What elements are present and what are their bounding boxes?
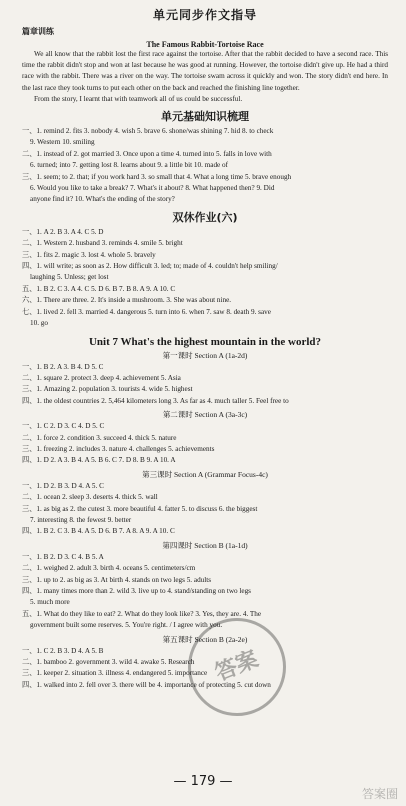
- answer-line: 四、1. walked into 2. fell over 3. there will be 4. importance of protecting 5. cut down: [22, 680, 271, 689]
- answer-line: 二、1. Western 2. husband 3. reminds 4. smile 5. bright: [22, 239, 183, 248]
- answer-line: government built some reserves. 5. You're right. / I agree with you.: [30, 621, 223, 630]
- answer-line: 三、1. freezing 2. includes 3. nature 4. challenges 5. achievements: [22, 444, 215, 453]
- answer-line: 五、1. What do they like to eat? 2. What do they look like? 3. Yes, they are. 4. The: [22, 609, 262, 618]
- stamp-text: 答案: [211, 646, 262, 687]
- lesson-title: 第一课时 Section A (1a-2d): [162, 350, 248, 360]
- weekend-answers: [22, 227, 388, 330]
- article-title: The Famous Rabbit-Tortoise Race: [146, 40, 264, 49]
- page: [0, 6, 406, 806]
- answer-line: 一、1. B 2. A 3. B 4. D 5. C: [22, 362, 104, 371]
- answer-line: 6. Would you like to take a break? 7. What's it about? 8. What happened then? 9. Did: [30, 184, 275, 193]
- answer-line: 二、1. force 2. condition 3. succeed 4. thick 5. nature: [22, 433, 177, 442]
- answer-line: 二、1. ocean 2. sleep 3. deserts 4. thick 5. wall: [22, 493, 158, 502]
- answer-line: 五、1. B 2. C 3. A 4. C 5. D 6. B 7. B 8. A 9. A 10. C: [22, 284, 176, 293]
- lesson-title: 第五课时 Section B (2a-2e): [162, 634, 248, 644]
- answer-line: 四、1. B 2. C 3. B 4. A 5. D 6. B 7. A 8. A 9. A 10. C: [22, 527, 175, 536]
- answer-line: 四、1. many times more than 2. wild 3. live up to 4. stand/standing on two legs: [22, 587, 251, 596]
- review-answers: [22, 126, 388, 206]
- answer-line: 一、1. B 2. D 3. C 4. B 5. A: [22, 552, 104, 561]
- page-number: — 179 —: [173, 774, 233, 789]
- writing-heading: 单元同步作文指导: [152, 8, 257, 22]
- unit-title: Unit 7 What's the highest mountain in the world?: [88, 335, 322, 348]
- answer-line: laughing 5. Unless; get lost: [30, 273, 109, 282]
- article-paragraph-2: From the story, I learnt that with teamwork all of us could be successful.: [34, 94, 243, 103]
- lesson-title: 第三课时 Section A (Grammar Focus-4c): [142, 469, 268, 479]
- answer-line: 一、1. A 2. B 3. A 4. C 5. D: [22, 227, 104, 236]
- answer-line: 一、1. C 2. D 3. C 4. D 5. C: [22, 422, 105, 431]
- watermark: 答案圈: [361, 787, 398, 801]
- lesson-title: 第四课时 Section B (1a-1d): [162, 540, 248, 550]
- answer-line: 二、1. bamboo 2. government 3. wild 4. awake 5. Research: [22, 658, 195, 667]
- answer-line: 一、1. remind 2. fits 3. nobody 4. wish 5. brave 6. shone/was shining 7. hid 8. to check: [22, 127, 274, 136]
- answer-line: 四、1. D 2. A 3. B 4. A 5. B 6. C 7. D 8. B 9. A 10. A: [22, 456, 176, 465]
- lesson-title: 第二课时 Section A (3a-3c): [162, 410, 248, 420]
- article-paragraph-1: We all know that the rabbit lost the first race against the tortoise. After that the rabbit decided to have a second race. This time the rabbit didn't stop and won at last because he was good at running. However, the tortoise didn't give up. He had a third race with the rabbit. There was a river on the way. The tortoise swam across it quickly and won. The story didn't end here. In the last race they took turns to put each other on the back and reached the finishing line together.: [22, 50, 388, 92]
- answer-line: 10. go: [30, 319, 48, 328]
- answer-line: 9. Western 10. smiling: [30, 138, 95, 147]
- answer-line: 二、1. weighed 2. adult 3. birth 4. oceans 5. centimeters/cm: [22, 564, 196, 573]
- answer-line: 6. turned; into 7. getting lost 8. learns about 9. a little bit 10. made of: [30, 161, 229, 170]
- answer-line: anyone find it? 10. What's the ending of the story?: [30, 195, 175, 204]
- answer-line: 三、1. as big as 2. the cutest 3. more beautiful 4. fatter 5. to discuss 6. the biggest: [22, 504, 258, 513]
- answer-line: 三、1. seem; to 2. that; if you work hard 3. so small that 4. What a long time 5. brave enough: [22, 172, 292, 181]
- answer-line: 一、1. D 2. B 3. D 4. A 5. C: [22, 481, 104, 490]
- review-heading: 单元基础知识梳理: [161, 110, 249, 124]
- answer-line: 二、1. instead of 2. got married 3. Once upon a time 4. turned into 5. falls in love with: [22, 149, 272, 158]
- answer-line: 5. much more: [30, 598, 70, 607]
- answer-line: 七、1. lived 2. fell 3. married 4. dangerous 5. turn into 6. when 7. saw 8. death 9. save: [22, 307, 271, 316]
- answer-line: 三、1. Amazing 2. population 3. tourists 4. wide 5. highest: [22, 385, 193, 394]
- answer-line: 三、1. up to 2. as big as 3. At birth 4. stands on two legs 5. adults: [22, 575, 212, 584]
- writing-tag: 篇章训练: [22, 27, 54, 36]
- answer-line: 二、1. square 2. protect 3. deep 4. achievement 5. Asia: [22, 373, 181, 382]
- answer-line: 四、1. the oldest countries 2. 5,464 kilometers long 3. As far as 4. much taller 5. Feel free to: [22, 396, 289, 405]
- answer-line: 六、1. There are three. 2. It's inside a mushroom. 3. She was about nine.: [22, 296, 232, 305]
- answer-line: 三、1. fits 2. magic 3. lost 4. whole 5. bravely: [22, 250, 156, 259]
- answer-line: 7. interesting 8. the fewest 9. better: [30, 515, 132, 524]
- answer-line: 四、1. will write; as soon as 2. How difficult 3. led; to; made of 4. couldn't help smiling/: [22, 262, 278, 271]
- answer-line: 一、1. C 2. B 3. D 4. A 5. B: [22, 646, 104, 655]
- answer-line: 三、1. keeper 2. situation 3. illness 4. endangered 5. importance: [22, 669, 208, 678]
- weekend-heading: 双休作业(六): [172, 210, 238, 224]
